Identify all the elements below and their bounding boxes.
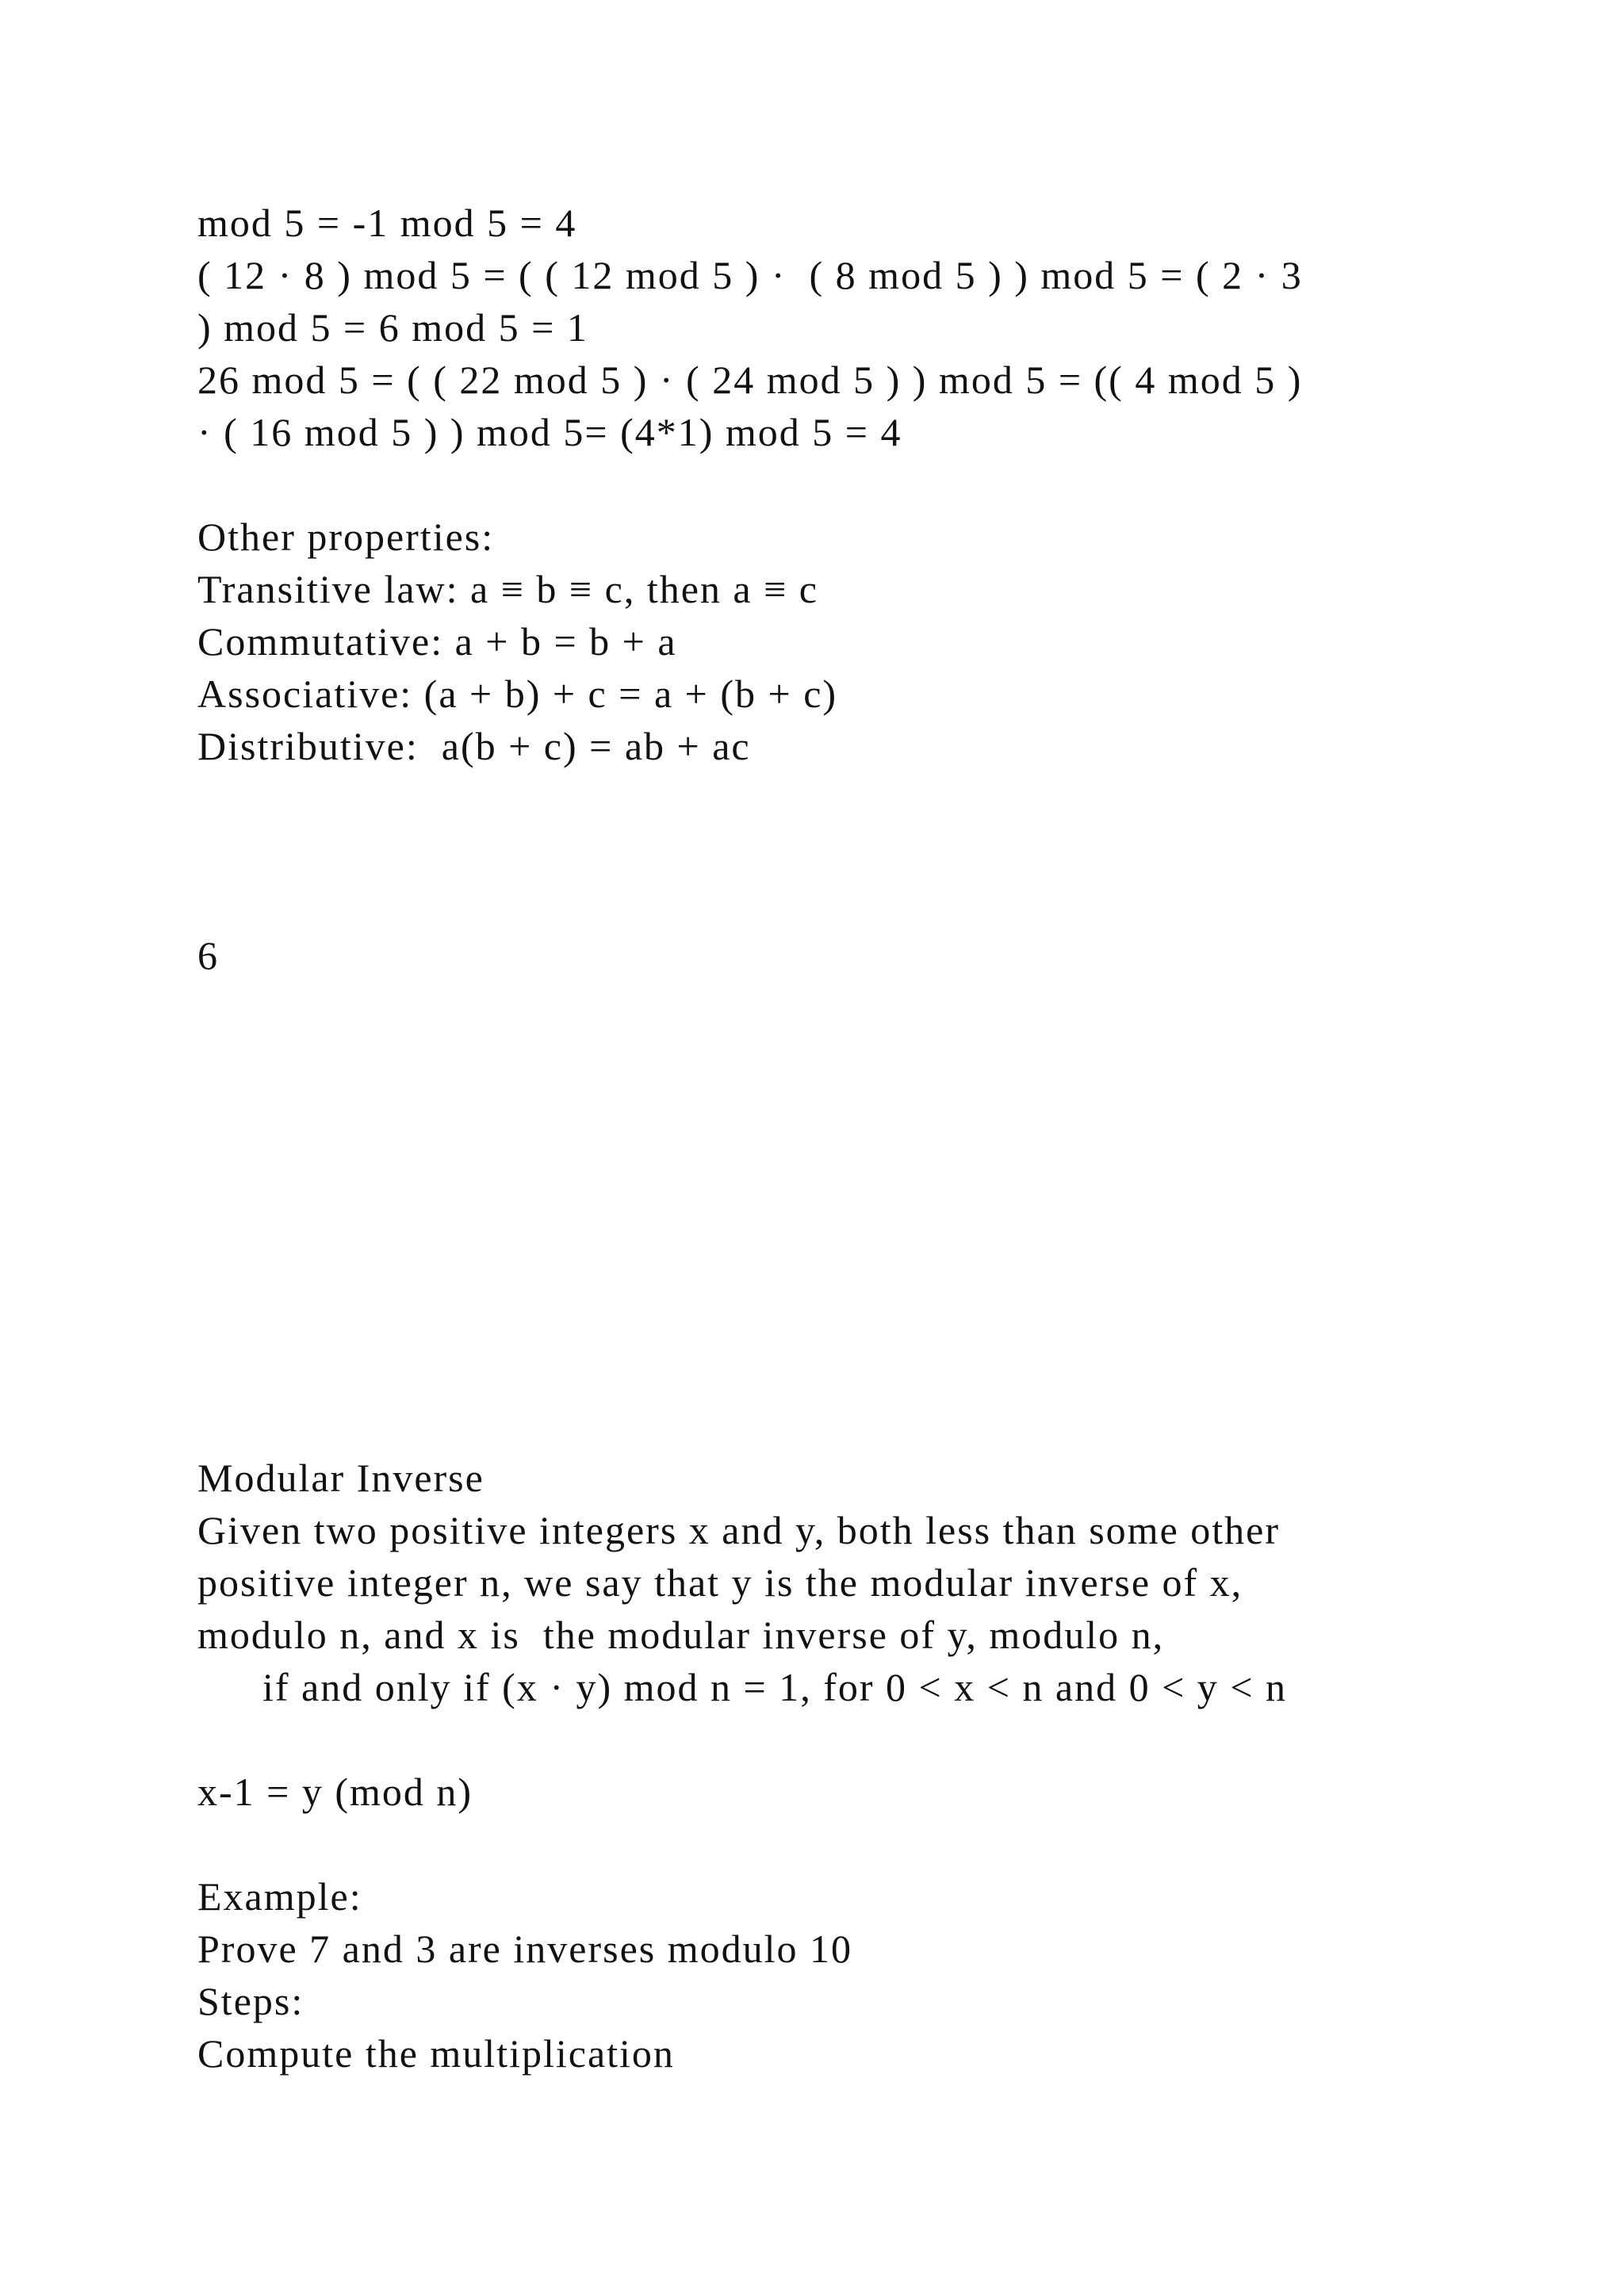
property-transitive: Transitive law: a ≡ b ≡ c, then a ≡ c [197,567,818,611]
definition-line: Given two positive integers x and y, both less than some other [197,1508,1280,1552]
page-number: 6 [197,933,219,978]
property-commutative: Commutative: a + b = b + a [197,619,677,664]
properties-heading: Other properties: [197,515,495,559]
definition-line: modulo n, and x is the modular inverse of y, modulo n, [197,1613,1165,1657]
example-heading: Example: [197,1874,362,1919]
example-line: Prove 7 and 3 are inverses modulo 10 [197,1927,853,1971]
definition-line: positive integer n, we say that y is the modular inverse of x, [197,1560,1243,1605]
example-line: Steps: [197,1979,304,2023]
definition-condition: if and only if (x · y) mod n = 1, for 0 < x < n and 0 < y < n [262,1665,1287,1709]
equation-line: mod 5 = -1 mod 5 = 4 [197,201,577,245]
equation-line: · ( 16 mod 5 ) ) mod 5= (4*1) mod 5 = 4 [197,410,902,454]
example-line: Compute the multiplication [197,2031,675,2076]
property-associative: Associative: (a + b) + c = a + (b + c) [197,672,838,716]
inverse-notation: x-1 = y (mod n) [197,1770,473,1814]
equation-line: 26 mod 5 = ( ( 22 mod 5 ) · ( 24 mod 5 ) ) mod 5 = (( 4 mod 5 ) [197,358,1303,402]
property-distributive: Distributive: a(b + c) = ab + ac [197,724,751,768]
section-title: Modular Inverse [197,1456,485,1500]
equation-line: ) mod 5 = 6 mod 5 = 1 [197,305,588,350]
equation-line: ( 12 · 8 ) mod 5 = ( ( 12 mod 5 ) · ( 8 mod 5 ) ) mod 5 = ( 2 · 3 [197,253,1303,297]
